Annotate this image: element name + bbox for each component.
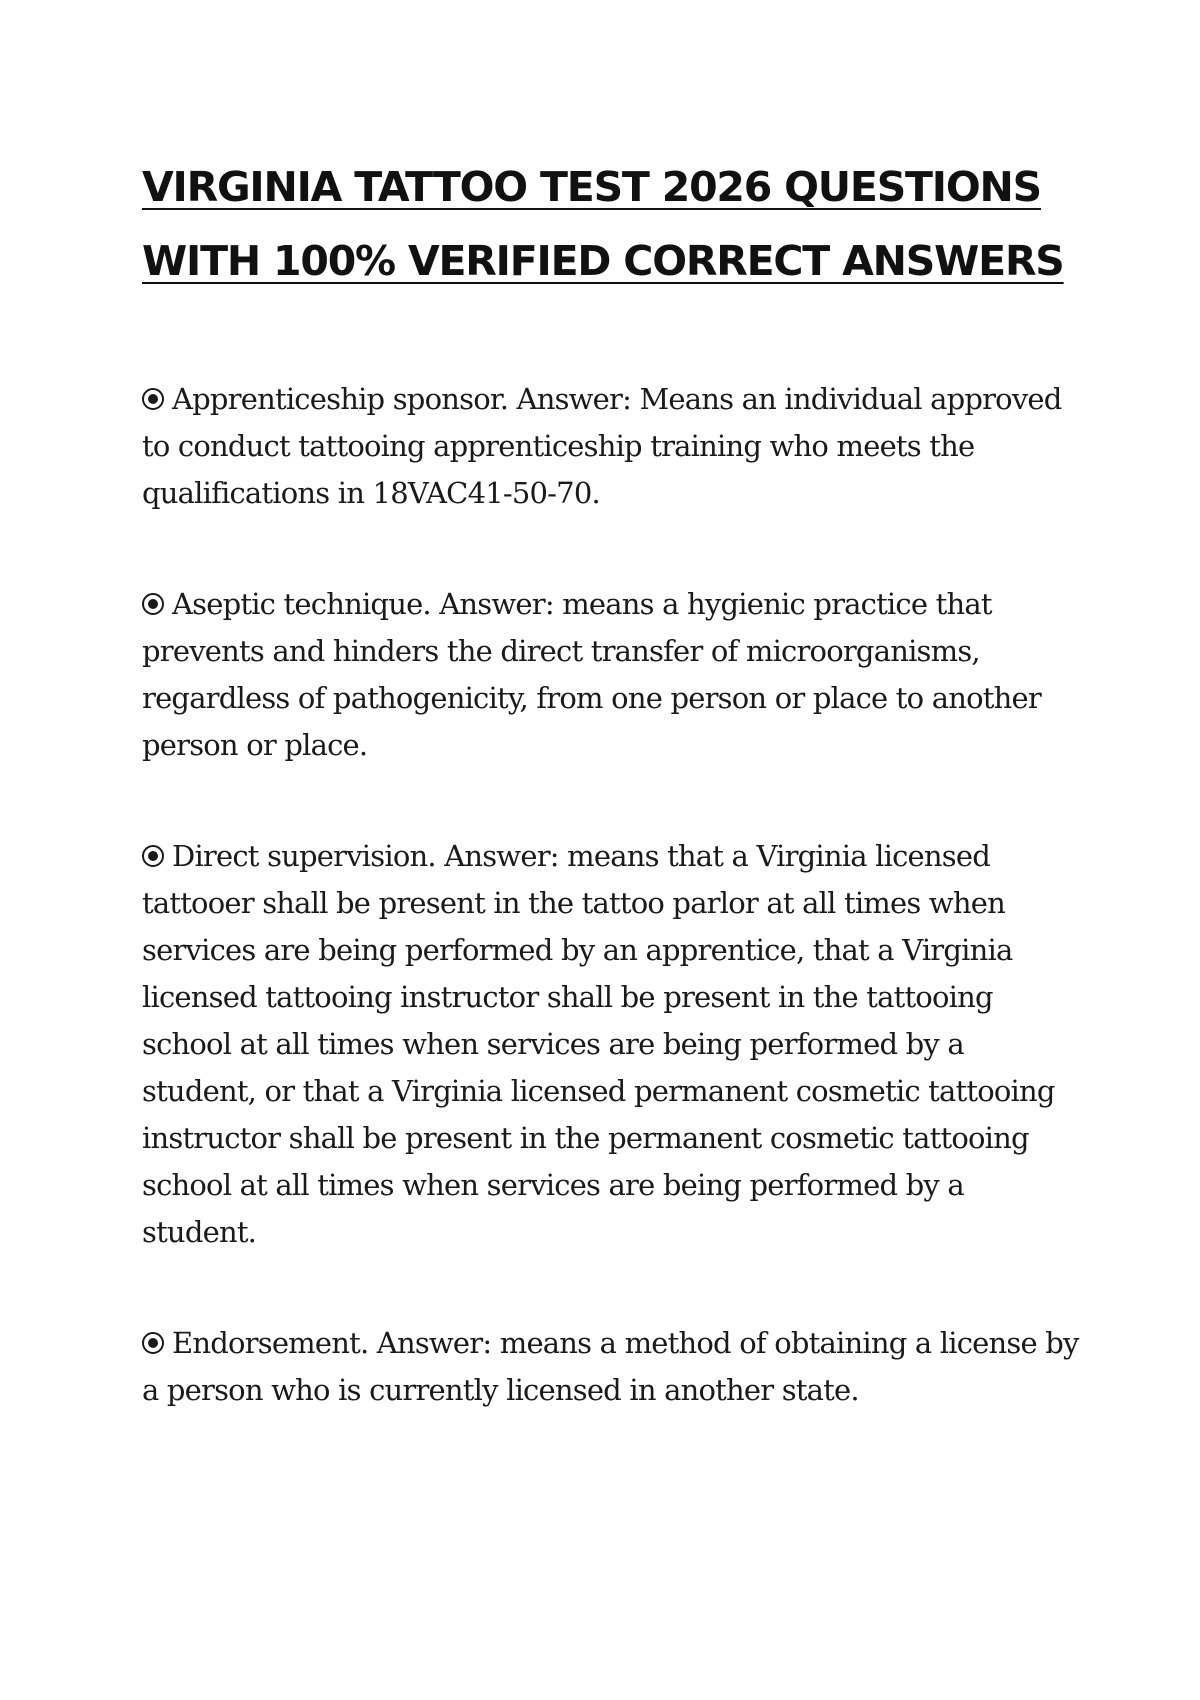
definition-item <box>142 833 1082 1256</box>
radio-bullet-icon <box>142 593 164 615</box>
definition-text: Direct supervision. Answer: means that a Virginia licensed tattooer shall be present in the tattoo parlor at all times when services are being performed by an apprentice, that a Virginia licensed tattooing instructor shall be present in the tattooing school at all times when services are being performed by a student, or that a Virginia licensed permanent cosmetic tattooing instructor shall be present in the permanent cosmetic tattooing school at all times when services are being performed by a student. <box>142 839 1055 1249</box>
definition-item <box>142 581 1082 769</box>
definition-list <box>142 376 1082 1478</box>
definition-text: Apprenticeship sponsor. Answer: Means an individual approved to conduct tattooing apprenticeship training who meets the qualifications in 18VAC41-50-70. <box>142 382 1062 510</box>
radio-bullet-icon <box>142 1332 164 1354</box>
definition-item <box>142 376 1082 517</box>
definition-item <box>142 1320 1082 1414</box>
definition-text: Endorsement. Answer: means a method of obtaining a license by a person who is currently licensed in another state. <box>142 1326 1079 1407</box>
document-title <box>142 150 1102 298</box>
title-line-1: VIRGINIA TATTOO TEST 2026 QUESTIONS <box>142 163 1041 211</box>
definition-text: Aseptic technique. Answer: means a hygienic practice that prevents and hinders the direct transfer of microorganisms, regardless of pathogenicity, from one person or place to another person or place. <box>142 587 1041 762</box>
radio-bullet-icon <box>142 388 164 410</box>
title-line-2: WITH 100% VERIFIED CORRECT ANSWERS <box>142 237 1064 285</box>
radio-bullet-icon <box>142 845 164 867</box>
